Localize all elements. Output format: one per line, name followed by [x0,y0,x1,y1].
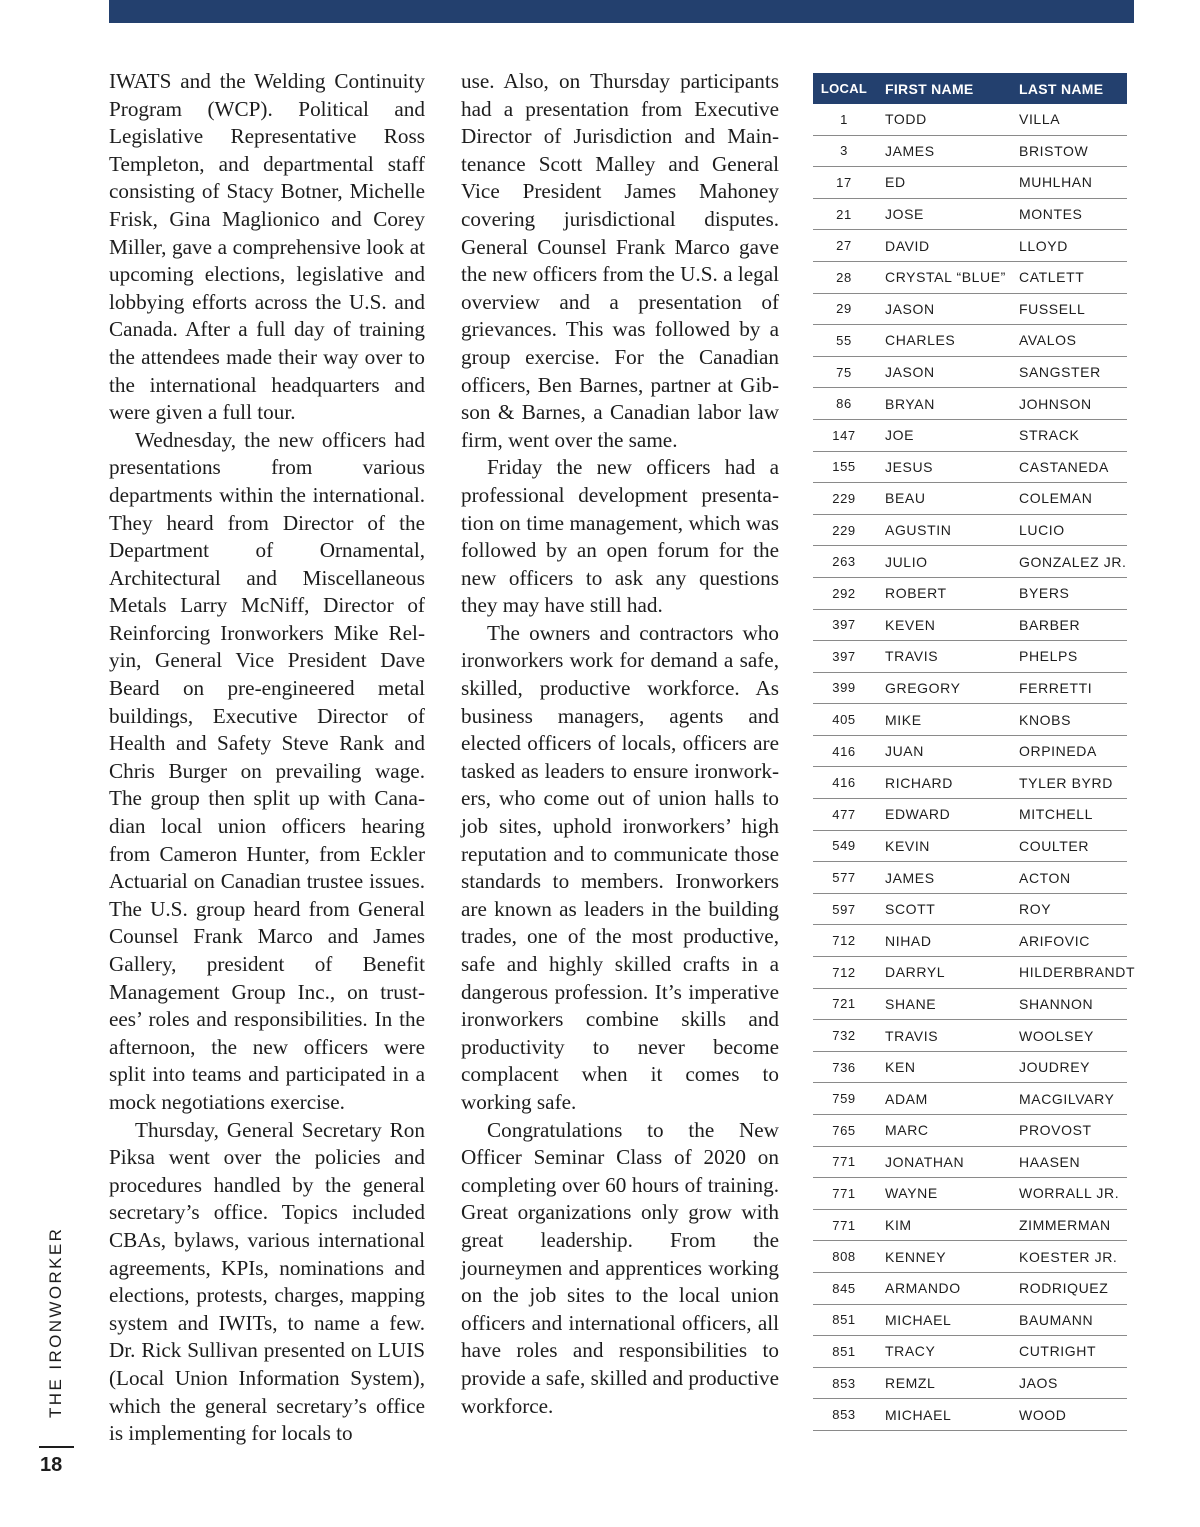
cell-first-name: RICHARD [875,767,1011,799]
table-row [813,546,1127,578]
cell-local: 17 [813,167,875,199]
cell-local: 397 [813,641,875,673]
cell-local: 477 [813,799,875,831]
cell-last-name: MUHLHAN [1011,167,1127,199]
cell-last-name: COULTER [1011,830,1127,862]
paragraph: Thursday, General Secretary Ron Piksa went over the policies and procedures handled by the general secretary’s office. Topics included CBAs, bylaws, various international agreements, KPIs, nominations and elections, protests, charges, mapping system and IWITs, to name a few. Dr. Rick Sullivan presented on LUIS (Local Union Information System), which the general secretary’s office is implementing for locals to [109,1117,425,1446]
cell-first-name: ARMANDO [875,1272,1011,1304]
cell-last-name: KNOBS [1011,704,1127,736]
paragraph: IWATS and the Welding Continuity Program (WCP). Political and Legislative Representative Ross Templeton, and departmental staff consisting of Stacy Botner, Michelle Frisk, Gina Maglionico and Corey Miller, gave a comprehensive look at upcoming elections, legislative and lobbying efforts across the U.S. and Canada. After a full day of training the attendees made their way over to the international headquarters and were given a full tour. [109,69,425,425]
cell-local: 229 [813,483,875,515]
cell-local: 263 [813,546,875,578]
cell-last-name: HILDERBRANDT [1011,957,1127,989]
cell-local: 55 [813,325,875,357]
table-row [813,1146,1127,1178]
table-row [813,830,1127,862]
cell-first-name: TRAVIS [875,641,1011,673]
cell-last-name: VILLA [1011,104,1127,135]
cell-first-name: ED [875,167,1011,199]
cell-local: 397 [813,609,875,641]
cell-first-name: MICHAEL [875,1304,1011,1336]
table-row [813,1083,1127,1115]
cell-last-name: STRACK [1011,419,1127,451]
cell-first-name: JASON [875,356,1011,388]
cell-first-name: TODD [875,104,1011,135]
cell-last-name: CATLETT [1011,261,1127,293]
cell-first-name: CRYSTAL “BLUE” [875,261,1011,293]
table-row [813,925,1127,957]
cell-last-name: LLOYD [1011,230,1127,262]
cell-local: 292 [813,577,875,609]
cell-local: 405 [813,704,875,736]
cell-local: 155 [813,451,875,483]
table-body [813,104,1136,1430]
table-row [813,261,1127,293]
cell-local: 86 [813,388,875,420]
paragraph: The owners and contractors who ironworkers work for demand a safe, skilled, productive workforce. As business managers, agents and elected officers of locals, officers are tasked as leaders to ensure ironworkers, who come out of union halls to job sites, uphold ironworkers’ high reputation and to communicate those standards to members. Ironworkers are known as leaders in the building trades, one of the most productive, safe and highly skilled crafts in a dangerous profession. It’s imperative ironworkers combine skills and productivity to never become complacent when it comes to working safe. [461,620,779,1114]
cell-first-name: JUAN [875,735,1011,767]
table-row [813,1209,1127,1241]
cell-last-name: CASTANEDA [1011,451,1127,483]
table-row [813,735,1127,767]
cell-first-name: GREGORY [875,672,1011,704]
table-row [813,957,1127,989]
cell-local: 549 [813,830,875,862]
table-row [813,1020,1127,1052]
cell-local: 712 [813,957,875,989]
cell-first-name: KENNEY [875,1241,1011,1273]
cell-first-name: JOE [875,419,1011,451]
cell-local: 416 [813,735,875,767]
paragraph: Friday the new officers had a professional development presentation on time management, which was followed by an open forum for the new officers to ask any questions they may have still had. [461,455,779,618]
cell-last-name: FUSSELL [1011,293,1127,325]
cell-last-name: PROVOST [1011,1115,1127,1147]
cell-last-name: SHANNON [1011,988,1127,1020]
article-column-1 [109,68,425,1448]
cell-local: 845 [813,1272,875,1304]
cell-first-name: KEVIN [875,830,1011,862]
cell-first-name: TRAVIS [875,1020,1011,1052]
table-row [813,672,1127,704]
cell-first-name: MICHAEL [875,1399,1011,1431]
cell-first-name: TRACY [875,1336,1011,1368]
cell-local: 712 [813,925,875,957]
cell-first-name: JESUS [875,451,1011,483]
cell-first-name: NIHAD [875,925,1011,957]
table-row [813,1241,1127,1273]
cell-local: 399 [813,672,875,704]
table-row [813,1178,1127,1210]
cell-last-name: ZIMMERMAN [1011,1209,1127,1241]
table-row [813,988,1127,1020]
cell-local: 851 [813,1336,875,1368]
cell-local: 736 [813,1051,875,1083]
cell-local: 3 [813,135,875,167]
cell-first-name: DARRYL [875,957,1011,989]
cell-last-name: HAASEN [1011,1146,1127,1178]
table-row [813,1336,1127,1368]
page-number: 18 [40,1454,63,1476]
table-row [813,483,1127,515]
cell-last-name: LUCIO [1011,514,1127,546]
cell-last-name: GONZALEZ JR. [1011,546,1127,578]
table-row [813,893,1127,925]
cell-last-name: WOOD [1011,1399,1127,1431]
cell-last-name: BRISTOW [1011,135,1127,167]
table-row [813,1115,1127,1147]
article-column-2 [461,68,779,1420]
table-row [813,230,1127,262]
cell-first-name: JOSE [875,198,1011,230]
cell-local: 771 [813,1146,875,1178]
cell-last-name: FERRETTI [1011,672,1127,704]
cell-local: 577 [813,862,875,894]
header-first-name: FIRST NAME [875,73,1011,104]
cell-local: 853 [813,1399,875,1431]
cell-local: 765 [813,1115,875,1147]
cell-last-name: ACTON [1011,862,1127,894]
cell-local: 1 [813,104,875,135]
page-number-rule [39,1446,74,1448]
table-row [813,641,1127,673]
cell-first-name: SHANE [875,988,1011,1020]
cell-local: 28 [813,261,875,293]
new-officers-table [813,73,1136,1431]
cell-first-name: JULIO [875,546,1011,578]
cell-last-name: ROY [1011,893,1127,925]
table-row [813,609,1127,641]
cell-local: 771 [813,1178,875,1210]
cell-last-name: JOHNSON [1011,388,1127,420]
cell-local: 147 [813,419,875,451]
cell-last-name: AVALOS [1011,325,1127,357]
cell-last-name: COLEMAN [1011,483,1127,515]
cell-last-name: BARBER [1011,609,1127,641]
cell-last-name: CUTRIGHT [1011,1336,1127,1368]
header-bar [109,0,1134,23]
table-row [813,419,1127,451]
paragraph: Congratulations to the New Officer Seminar Class of 2020 on completing over 60 hours of training. Great organizations only grow with great leadership. From the journeymen and apprentices working on the job sites to the local union officers and international officers, all have roles and responsibilities to provide a safe, skilled and productive workforce. [461,1117,779,1418]
cell-local: 853 [813,1367,875,1399]
cell-last-name: BYERS [1011,577,1127,609]
table-row [813,356,1127,388]
table-header-row [813,73,1127,104]
table-row [813,1051,1127,1083]
cell-first-name: DAVID [875,230,1011,262]
cell-last-name: ORPINEDA [1011,735,1127,767]
cell-last-name: JOUDREY [1011,1051,1127,1083]
cell-local: 29 [813,293,875,325]
publication-name: THE IRONWORKER [46,1226,65,1418]
table-row [813,1272,1127,1304]
cell-last-name: ARIFOVIC [1011,925,1127,957]
cell-last-name: JAOS [1011,1367,1127,1399]
cell-first-name: BEAU [875,483,1011,515]
table-row [813,767,1127,799]
cell-local: 851 [813,1304,875,1336]
cell-last-name: KOESTER JR. [1011,1241,1127,1273]
cell-last-name: MONTES [1011,198,1127,230]
table-row [813,1304,1127,1336]
table-row [813,862,1127,894]
cell-last-name: SANGSTER [1011,356,1127,388]
table-row [813,198,1127,230]
table-row [813,577,1127,609]
cell-first-name: KEN [875,1051,1011,1083]
cell-first-name: WAYNE [875,1178,1011,1210]
cell-first-name: SCOTT [875,893,1011,925]
cell-local: 759 [813,1083,875,1115]
cell-local: 416 [813,767,875,799]
cell-last-name: MITCHELL [1011,799,1127,831]
table-row [813,704,1127,736]
cell-last-name: RODRIQUEZ [1011,1272,1127,1304]
cell-first-name: ROBERT [875,577,1011,609]
table-row [813,451,1127,483]
cell-first-name: ADAM [875,1083,1011,1115]
cell-local: 27 [813,230,875,262]
cell-last-name: WORRALL JR. [1011,1178,1127,1210]
paragraph: Wednesday, the new officers had presentations from various departments within the international. They heard from Director of the Department of Ornamental, Architectural and Miscellaneous Metals Larry McNiff, Director of Reinforcing Ironworkers Mike Relyin, General Vice President Dave Beard on pre-engineered metal buildings, Executive Director of Health and Safety Steve Rank and Chris Burger on prevailing wage. The group then split up with Canadian local union officers hearing from Cameron Hunter, from Eckler Actuarial on Canadian trustee issues. The U.S. group heard from General Counsel Frank Marco and James Gallery, president of Benefit Management Group Inc., on trustees’ roles and responsibilities. In the afternoon, the new officers were split into teams and participated in a mock negotiations exercise. [109,427,425,1114]
table-row [813,799,1127,831]
cell-first-name: JASON [875,293,1011,325]
cell-last-name: BAUMANN [1011,1304,1127,1336]
table-row [813,514,1127,546]
table-row [813,325,1127,357]
cell-local: 75 [813,356,875,388]
cell-first-name: JAMES [875,135,1011,167]
cell-local: 597 [813,893,875,925]
cell-first-name: BRYAN [875,388,1011,420]
cell-first-name: MIKE [875,704,1011,736]
table-row [813,167,1127,199]
cell-first-name: AGUSTIN [875,514,1011,546]
header-local: LOCAL [813,73,875,104]
table-row [813,1399,1127,1431]
cell-last-name: PHELPS [1011,641,1127,673]
cell-first-name: KIM [875,1209,1011,1241]
cell-last-name: MACGILVARY [1011,1083,1127,1115]
cell-local: 21 [813,198,875,230]
cell-local: 229 [813,514,875,546]
cell-first-name: JAMES [875,862,1011,894]
cell-last-name: WOOLSEY [1011,1020,1127,1052]
table-row [813,293,1127,325]
cell-local: 808 [813,1241,875,1273]
table-row [813,135,1127,167]
cell-first-name: REMZL [875,1367,1011,1399]
cell-first-name: MARC [875,1115,1011,1147]
table-row [813,104,1127,135]
cell-last-name: TYLER BYRD [1011,767,1127,799]
cell-first-name: KEVEN [875,609,1011,641]
cell-local: 732 [813,1020,875,1052]
cell-first-name: JONATHAN [875,1146,1011,1178]
header-last-name: LAST NAME [1011,73,1127,104]
cell-local: 721 [813,988,875,1020]
table-row [813,388,1127,420]
cell-first-name: CHARLES [875,325,1011,357]
cell-first-name: EDWARD [875,799,1011,831]
cell-local: 771 [813,1209,875,1241]
paragraph: use. Also, on Thursday participants had a presentation from Executive Director of Jurisdiction and Maintenance Scott Malley and General Vice President James Mahoney covering jurisdictional disputes. General Counsel Frank Marco gave the new officers from the U.S. a legal overview and a presentation of grievances. This was followed by a group exercise. For the Canadian officers, Ben Barnes, partner at Gibson & Barnes, a Canadian labor law firm, went over the same. [461,69,779,452]
table-row [813,1367,1127,1399]
